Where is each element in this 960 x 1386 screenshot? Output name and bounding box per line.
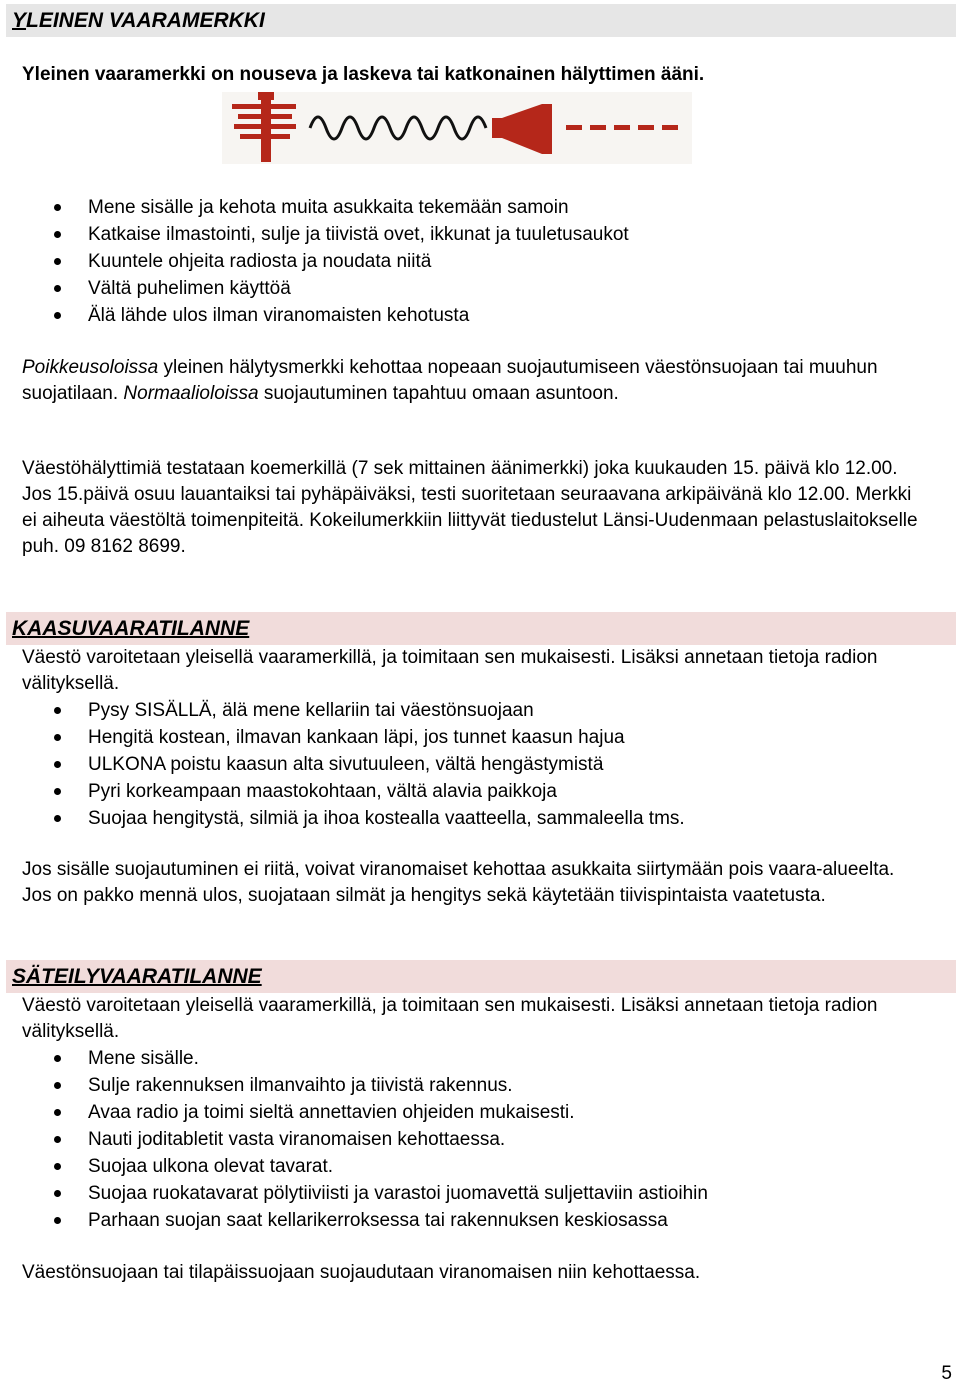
conditions-paragraph [22,355,922,407]
list-item-text: Katkaise ilmastointi, sulje ja tiivistä ovet, ikkunat ja tuuletusaukot [88,224,629,245]
heading-rest: LEINEN VAARAMERKKI [26,9,265,32]
heading-rest: AASUVAARATILANNE [27,617,250,640]
bullet-icon [54,312,61,319]
paragraph-text: yleinen hälytysmerkki kehottaa nopeaan suojautumiseen väestönsuojaan tai muuhun suojatilaan. [22,357,878,404]
bullet-icon [54,231,61,238]
gas-evacuation-paragraph: Jos sisälle suojautuminen ei riitä, voivat viranomaiset kehottaa asukkaita siirtymään pois vaara-alueelta. Jos on pakko mennä ulos, suojataan silmät ja hengitys sekä käytetään tiivispintaista vaatetusta. [22,859,895,906]
list-item-text: Nauti joditabletit vasta viranomaisen kehottaessa. [88,1129,506,1150]
siren-sound-illustration [222,92,692,164]
list-item-text: Suojaa hengitystä, silmiä ja ihoa kostealla vaatteella, sammaleella tms. [88,808,685,829]
list-item [0,751,685,778]
list-item-text: Pyri korkeampaan maastokohtaan, vältä alavia paikkoja [88,781,557,802]
italic-term: Normaalioloissa [123,383,259,404]
list-item [0,248,629,275]
list-item [0,194,629,221]
heading-initial: K [12,617,28,640]
list-item-text: Sulje rakennuksen ilmanvaihto ja tiivistä rakennus. [88,1075,513,1096]
list-item [0,1207,708,1234]
radiation-intro-text: Väestö varoitetaan yleisellä vaaramerkillä, ja toimitaan sen mukaisesti. Lisäksi annetaan tietoja radion välityksellä. [22,995,878,1042]
bullet-icon [54,285,61,292]
list-item-text: Suojaa ruokatavarat pölytiiviisti ja varastoi juomavettä suljettaviin astioihin [88,1183,708,1204]
bullet-icon [54,258,61,265]
bullet-icon [54,707,61,714]
bullet-icon [54,788,61,795]
heading-sateilyvaaratilanne [6,960,956,993]
gas-intro-text: Väestö varoitetaan yleisellä vaaramerkillä, ja toimitaan sen mukaisesti. Lisäksi annetaan tietoja radion välityksellä. [22,647,878,694]
list-item-text: Mene sisälle. [88,1048,199,1069]
bullet-icon [54,815,61,822]
list-item-text: Vältä puhelimen käyttöä [88,278,291,299]
radiation-instructions-list [0,1045,708,1234]
bullet-icon [54,1163,61,1170]
list-item [0,805,685,832]
list-item [0,302,629,329]
bullet-icon [54,1082,61,1089]
bullet-icon [54,734,61,741]
heading-rest: ÄTEILYVAARATILANNE [26,965,262,988]
list-item [0,697,685,724]
bullet-icon [54,204,61,211]
bullet-icon [54,1055,61,1062]
list-item-text: Pysy SISÄLLÄ, älä mene kellariin tai väestönsuojaan [88,700,534,721]
list-item [0,724,685,751]
list-item-text: ULKONA poistu kaasun alta sivutuuleen, vältä hengästymistä [88,754,604,775]
shelter-paragraph: Väestönsuojaan tai tilapäissuojaan suojaudutaan viranomaisen niin kehottaessa. [22,1262,701,1283]
list-item-text: Avaa radio ja toimi sieltä annettavien ohjeiden mukaisesti. [88,1102,575,1123]
intro-text: Yleinen vaaramerkki on nouseva ja laskeva tai katkonainen hälyttimen ääni. [22,64,705,85]
list-item-text: Suojaa ulkona olevat tavarat. [88,1156,334,1177]
bullet-icon [54,1217,61,1224]
heading-kaasuvaaratilanne [6,612,956,645]
list-item [0,1099,708,1126]
list-item-text: Kuuntele ohjeita radiosta ja noudata niitä [88,251,432,272]
paragraph-text: suojautuminen tapahtuu omaan asuntoon. [258,383,619,404]
list-item-text: Älä lähde ulos ilman viranomaisten kehotusta [88,305,470,326]
italic-term: Poikkeusoloissa [22,357,159,378]
list-item [0,1045,708,1072]
heading-yleinen-vaaramerkki [6,4,956,37]
list-item-text: Parhaan suojan saat kellarikerroksessa tai rakennuksen keskiosassa [88,1210,668,1231]
gas-instructions-list [0,697,685,832]
test-signal-paragraph: Väestöhälyttimiä testataan koemerkillä (7 sek mittainen äänimerkki) joka kuukauden 15. päivä klo 12.00. Jos 15.päivä osuu lauantaiksi tai pyhäpäiväksi, testi suoritetaan seuraavana arkipäivänä klo 12.00. Merkki ei aiheuta väestöltä toimenpiteitä. Kokeilumerkkiin liittyvät tiedustelut Länsi-Uudenmaan pelastuslaitokselle puh. 09 8162 8699. [22,458,918,557]
list-item [0,1153,708,1180]
heading-initial: S [12,965,27,988]
list-item [0,1072,708,1099]
list-item [0,221,629,248]
list-item [0,1126,708,1153]
list-item-text: Hengitä kostean, ilmavan kankaan läpi, jos tunnet kaasun hajua [88,727,625,748]
general-alarm-instructions-list [0,194,629,329]
bullet-icon [54,1190,61,1197]
bullet-icon [54,761,61,768]
list-item [0,778,685,805]
list-item [0,1180,708,1207]
list-item [0,275,629,302]
page-number: 5 [941,1363,952,1384]
heading-initial: Y [12,9,27,32]
list-item-text: Mene sisälle ja kehota muita asukkaita tekemään samoin [88,197,569,218]
bullet-icon [54,1109,61,1116]
bullet-icon [54,1136,61,1143]
